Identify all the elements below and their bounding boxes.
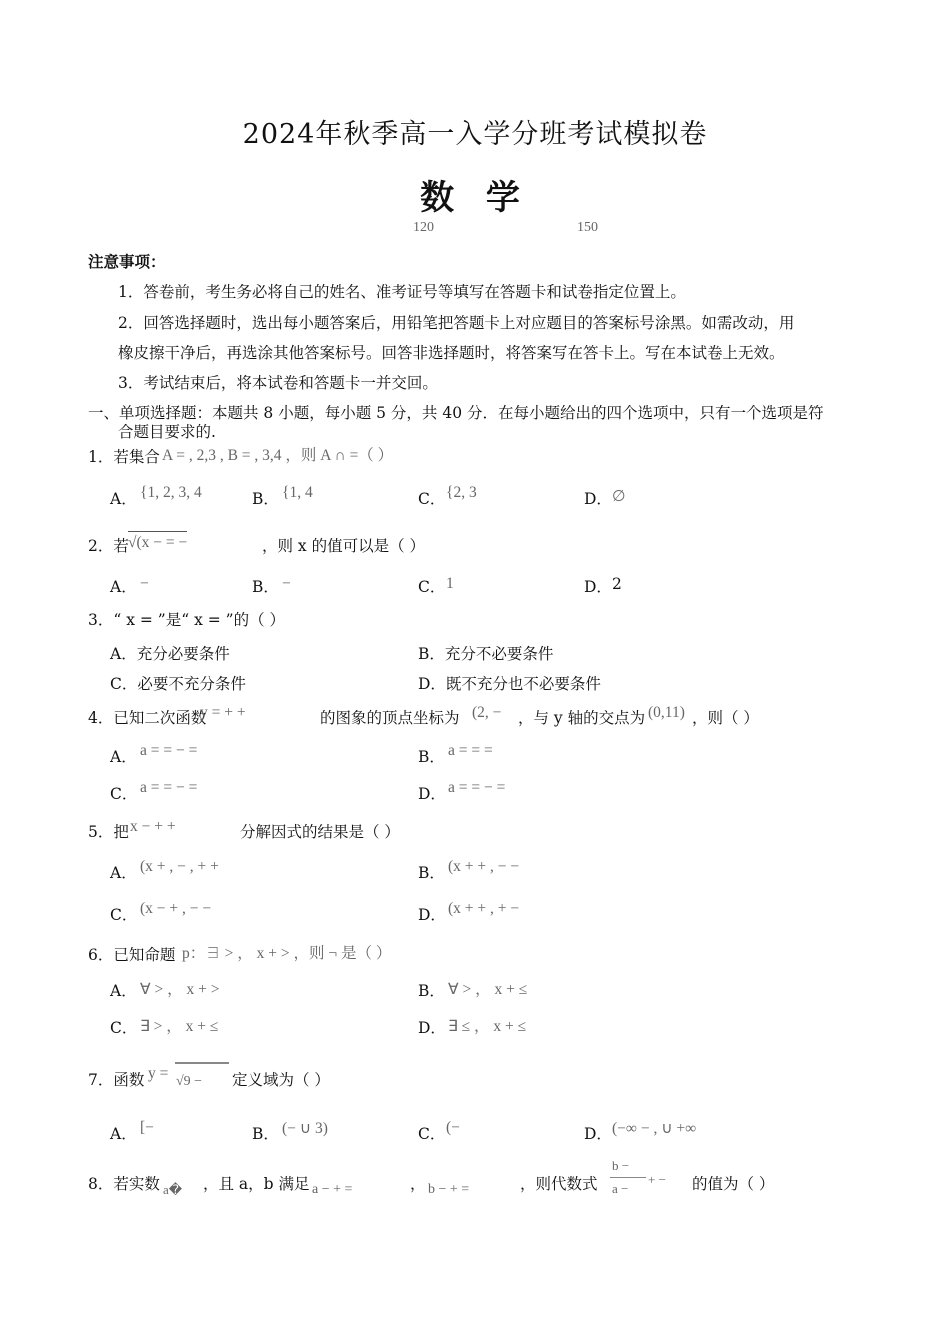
subject-title: 数 学 [420, 178, 530, 218]
q6-stem-math: p：∃ > ， x + > ，则 ¬ 是（ ） [182, 945, 392, 962]
q1-option-a-label: A． [110, 490, 137, 508]
exam-title: 2024年秋季高一入学分班考试模拟卷 [242, 119, 708, 150]
q5-option-a: (x + , − , + + [140, 858, 219, 875]
q1-stem-math: A = , 2,3 , B = , 3,4 ，则 A ∩ =（ ） [162, 447, 394, 464]
q1-option-b-label: B． [252, 490, 279, 508]
q1-option-d-label: D． [584, 490, 612, 508]
q7-stem-math: y = [148, 1065, 169, 1082]
exam-time: 120 [413, 220, 434, 235]
q4-stem: 4．已知二次函数 [88, 709, 207, 727]
q2-stem-math: √(x − = − [128, 531, 187, 552]
q8-stem-eq2: b − + = [428, 1182, 470, 1197]
q4-option-d-label: D． [418, 785, 446, 803]
note-item-2b: 橡皮擦干净后，再选涂其他答案标号。回答非选择题时，将答案写在答卡上。写在本试卷上无效。 [118, 344, 785, 362]
q8-stem-plus: + − [648, 1172, 666, 1187]
q6-option-c-label: C． [110, 1019, 138, 1037]
q8-stem-math: a� [163, 1182, 183, 1197]
q7-option-b: (− ∪ 3) [282, 1120, 328, 1137]
q1-stem: 1．若集合 [88, 448, 160, 466]
q3-option-b: B．充分不必要条件 [418, 645, 554, 663]
q2-option-b-label: B． [252, 578, 279, 596]
q7-option-a-label: A． [110, 1125, 137, 1143]
q4-option-b: a = = = [448, 742, 493, 759]
exam-score: 150 [577, 220, 598, 235]
q5-stem-tail: 分解因式的结果是（ ） [240, 823, 400, 841]
q5-option-d-label: D． [418, 906, 446, 924]
q5-stem-math: x − + + [130, 818, 176, 835]
q4-stem-math: y = + + [200, 704, 246, 721]
q4-stem-mid2: ，与 y 轴的交点为 [518, 709, 646, 727]
q7-option-c-label: C． [418, 1125, 446, 1143]
q8-stem-comma: ， [410, 1175, 426, 1193]
q1-option-c: {2, 3 [446, 484, 477, 501]
q2-option-d-label: D． [584, 578, 612, 596]
q8-stem-mid: ，且 a，b 满足 [203, 1175, 310, 1193]
q3-stem: 3．“ x = ”是“ x = ”的（ ） [88, 611, 286, 629]
q2-option-a: − [140, 575, 149, 592]
q2-option-d: 2 [612, 575, 622, 593]
q4-option-b-label: B． [418, 748, 445, 766]
q6-option-c: ∃ > ， x + ≤ [140, 1018, 219, 1035]
q5-option-b-label: B． [418, 864, 445, 882]
q4-stem-intercept: (0,11) [648, 704, 685, 721]
q1-option-a: {1, 2, 3, 4 [140, 484, 202, 501]
q4-option-a: a = = − = [140, 742, 198, 759]
q5-option-c-label: C． [110, 906, 138, 924]
section1-line1: 一、单项选择题：本题共 8 小题，每小题 5 分，共 40 分．在每小题给出的四个选项中，只有一个选项是符 [88, 404, 824, 422]
q3-option-c: C．必要不充分条件 [110, 675, 246, 693]
notes-heading: 注意事项： [88, 252, 166, 271]
q3-option-a: A．充分必要条件 [110, 645, 230, 663]
q6-option-d-label: D． [418, 1019, 446, 1037]
q5-option-a-label: A． [110, 864, 137, 882]
q2-stem-tail: ，则 x 的值可以是（ ） [262, 537, 426, 555]
q2-option-b: − [282, 575, 291, 592]
q2-option-c: 1 [446, 575, 454, 592]
note-item-3: 3．考试结束后，将本试卷和答题卡一并交回。 [118, 374, 438, 392]
q4-option-c: a = = − = [140, 779, 198, 796]
q5-stem: 5．把 [88, 823, 129, 841]
q7-option-c: (− [446, 1119, 460, 1136]
q6-option-b-label: B． [418, 982, 445, 1000]
q6-option-b: ∀ > ， x + ≤ [448, 981, 528, 998]
q7-option-d: (−∞ − , ∪ +∞ [612, 1120, 697, 1137]
q1-option-b: {1, 4 [282, 484, 313, 501]
q8-stem-mid2: ，则代数式 [520, 1175, 598, 1193]
q7-stem: 7．函数 [88, 1071, 145, 1089]
q6-option-a: ∀ > ， x + > [140, 981, 220, 998]
q7-fraction-bar [175, 1062, 229, 1064]
q6-stem: 6．已知命题 [88, 946, 176, 964]
q1-option-c-label: C． [418, 490, 446, 508]
q8-stem-eq1: a − + = [312, 1182, 353, 1197]
q4-stem-tail: ，则（ ） [692, 709, 759, 727]
note-item-1: 1．答卷前，考生务必将自己的姓名、准考证号等填写在答题卡和试卷指定位置上。 [118, 283, 686, 301]
q7-stem-tail: 定义域为（ ） [232, 1071, 330, 1089]
q6-option-d: ∃ ≤ ， x + ≤ [448, 1018, 527, 1035]
q4-option-c-label: C． [110, 785, 138, 803]
q4-option-a-label: A． [110, 748, 137, 766]
q5-option-d: (x + + , + − [448, 900, 520, 917]
q5-option-b: (x + + , − − [448, 858, 520, 875]
note-item-2a: 2．回答选择题时，选出每小题答案后，用铅笔把答题卡上对应题目的答案标号涂黑。如需改动，用 [118, 314, 795, 332]
q7-option-a: [− [140, 1119, 154, 1136]
q8-fraction-bar [610, 1177, 646, 1178]
section1-line2: 合题目要求的. [118, 423, 216, 441]
q4-option-d: a = = − = [448, 779, 506, 796]
q6-option-a-label: A． [110, 982, 137, 1000]
q3-option-d: D．既不充分也不必要条件 [418, 675, 601, 693]
q8-frac-denominator: a − [612, 1181, 629, 1196]
q8-frac-numerator: b − [612, 1158, 630, 1173]
q7-option-b-label: B． [252, 1125, 279, 1143]
q1-option-d: ∅ [612, 488, 626, 505]
q8-stem-tail: 的值为（ ） [692, 1175, 775, 1193]
q7-option-d-label: D． [584, 1125, 612, 1143]
q4-stem-mid: 的图象的顶点坐标为 [320, 709, 460, 727]
q7-denominator: √9 − [176, 1074, 203, 1089]
q2-option-c-label: C． [418, 578, 446, 596]
q2-option-a-label: A． [110, 578, 137, 596]
q5-option-c: (x − + , − − [140, 900, 212, 917]
q2-stem: 2．若 [88, 537, 129, 555]
q4-stem-vertex: (2, − [472, 704, 502, 721]
q8-stem: 8．若实数 [88, 1175, 160, 1193]
